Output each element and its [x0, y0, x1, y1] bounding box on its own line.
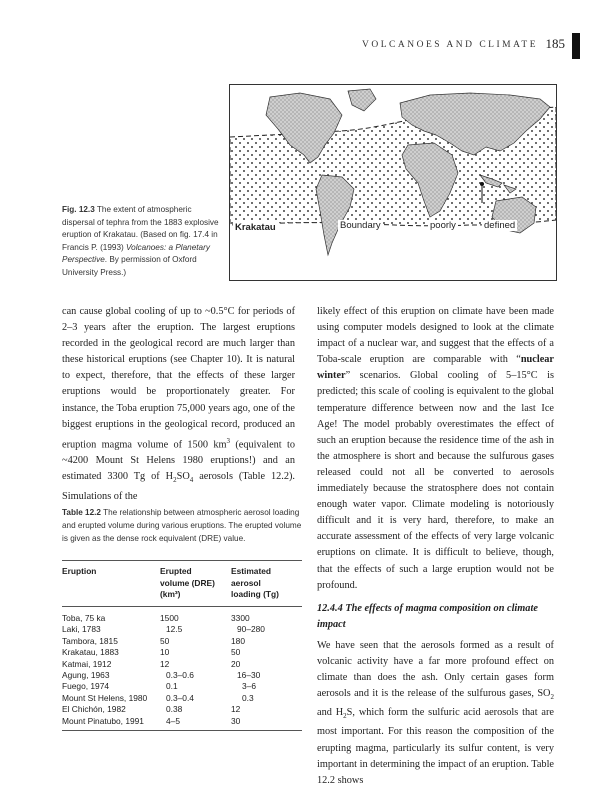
figure-caption-label: Fig. 12.3: [62, 205, 95, 214]
section-heading: 12.4.4 The effects of magma composition on climate impact: [317, 602, 538, 630]
table-row: Katmai, 1912 12 20: [62, 658, 241, 669]
table-top-rule: [62, 560, 302, 561]
table-header-eruption: Eruption: [62, 566, 97, 576]
right-paragraph-1: likely effect of this eruption on climate have been made using computer models designed to look at the climate impact of a nuclear war, and suggest that the effects of a Toba-scale eruption are comparable with “nuclear winter” scenarios. Global cooling of 5–15°C is predicted; this scale of cooling is equivalent to the global temperature difference between now and the last Ice Age! The model probably overestimates the effect of such an eruption because the residence time of the ash in the atmosphere is short and because the sulfurous gases released could not all be converted to aerosols immediately because the stratosphere does not contain enough water vapor. Climate modeling is notoriously difficult and it is very hard, therefore, to make an accurate assessment of the effects of very large volcanic eruptions on climate. It is difficult to believe, though, that the effects of such a large eruption would not be profound.: [317, 306, 554, 591]
left-paragraph: can cause global cooling of up to ~0.5°C for periods of 2–3 years after the eruption. The largest eruptions recorded in the geological record are much larger than these historical eruptions (see Chapter 10). It is natural to expect, therefore, that the effects of these larger eruptions would be proportionately greater. For instance, the Toba eruption 75,000 years ago, one of the biggest eruptions in the geological record, produced an eruption magma volume of 1500 $km^3$ (equivalent to ~4200 Mount St Helens 1980 eruptions!) and an estimated 3300 Tg of $H_2SO_4$ aerosols (Table 12.2). Simulations of the: [62, 306, 295, 502]
table-row: Mount St Helens, 1980 0.3–0.4 0.3: [62, 692, 254, 703]
table-row: Mount Pinatubo, 1991 4–5 30: [62, 715, 241, 726]
table-row: El Chichón, 1982 0.38 12: [62, 704, 241, 715]
tephra-dispersal-map: [229, 84, 557, 281]
table-caption: [62, 506, 302, 545]
figure-caption: [62, 204, 226, 280]
table-row: Fuego, 1974 0.1 3–6: [62, 681, 256, 692]
right-paragraph-2: We have seen that the aerosols formed as a result of volcanic activity have a far more profound effect on climate than does the ash. Only certain gases form aerosols and it is the release of the sulfurous gases, $SO_2$ and $H_2S$, which form the sulfuric acid aerosols that are most important. For this reason the composition of the erupting magma, particularly its sulfur content, is very important in determining the impact of an eruption. Table 12.2 shows: [317, 639, 554, 786]
table-caption-label: Table 12.2: [62, 508, 101, 517]
krakatau-marker: [480, 182, 484, 186]
poorly-label: poorly: [430, 220, 456, 231]
world-map-svg: [230, 85, 556, 280]
left-column: [62, 304, 295, 505]
nuclear-winter-term: nuclear winter: [317, 354, 554, 382]
figure-caption-text1: The extent of atmospheric dispersal of tephra from the 1883 explosive eruption of Krakatau. (Based on fig. 17.4 in Francis P. (1993): [62, 205, 219, 252]
defined-label: defined: [484, 220, 516, 231]
table-header-volume: Erupted volume (DRE) (km³): [160, 566, 215, 599]
table-row: Agung, 1963 0.3–0.6 16–30: [62, 670, 261, 680]
figure-caption-book-title: Volcanoes: a Planetary Perspective: [62, 242, 210, 265]
table-header-loading: Estimated aerosol loading (Tg): [231, 566, 279, 599]
right-column: [317, 304, 554, 789]
table-header-rule: [62, 606, 302, 607]
page-number: 185: [545, 36, 565, 51]
table-row: Laki, 1783 12.5 90–280: [62, 624, 265, 635]
table-row: Krakatau, 1883 10 50: [62, 647, 241, 658]
table-row: Toba, 75 ka 1500 3300: [62, 613, 250, 623]
krakatau-label: Krakatau: [235, 222, 276, 233]
table-bottom-rule: [62, 730, 302, 731]
header-bar: [572, 33, 580, 59]
running-title: VOLCANOES AND CLIMATE: [362, 40, 538, 50]
table-caption-text: The relationship between atmospheric aerosol loading and erupted volume during various eruptions. The erupted volume is given as the dense rock equivalent (DRE) value.: [62, 508, 302, 543]
greenland-landmass: [348, 89, 376, 111]
boundary-label: Boundary: [340, 220, 381, 231]
table-row: Tambora, 1815 50 180: [62, 635, 245, 646]
figure-caption-text2: . By permission of Oxford University Press.): [62, 255, 197, 277]
